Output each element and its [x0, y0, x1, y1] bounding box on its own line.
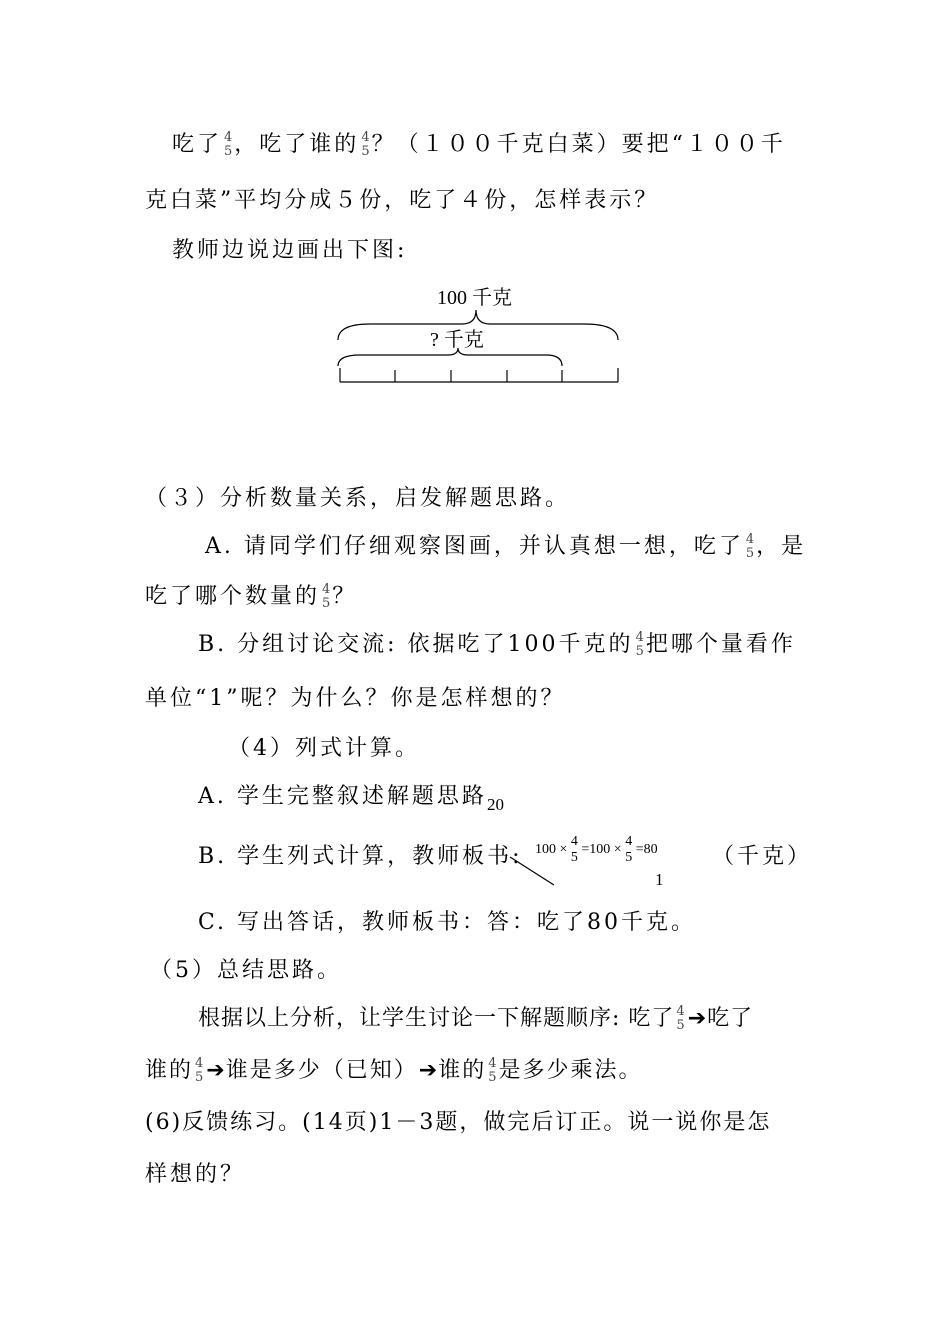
text: 吃了哪个数量的 — [145, 584, 321, 609]
fraction: 4 5 — [361, 130, 370, 159]
section-4-b-unit: （千克） — [712, 844, 813, 869]
cancel-bottom-number: 1 — [655, 870, 664, 889]
section-5-line-2 — [145, 1056, 643, 1086]
diagram-top-label: 100 千克 — [437, 287, 512, 309]
section-3-b-line-2: 单位“1”呢？为什么？你是怎样想的？ — [145, 686, 566, 711]
section-3-a-line-2 — [145, 582, 357, 612]
section-3-b-line-1 — [198, 630, 796, 660]
section-6-line-2: 样想的？ — [145, 1162, 246, 1187]
text: 谁是多少（已知） — [225, 1058, 418, 1083]
formula — [535, 834, 658, 866]
text: 吃了 — [172, 132, 223, 157]
text: 是多少乘法。 — [498, 1058, 643, 1083]
text: ？（１００千克白菜）要把“１００千 — [371, 132, 786, 157]
fraction: 4 5 — [625, 834, 633, 865]
formula-part: 100 × — [535, 842, 568, 858]
para-1-line-1 — [172, 130, 786, 160]
fraction: 4 5 — [570, 834, 578, 865]
formula-part: =80 — [635, 842, 658, 858]
text: 吃了 — [707, 1006, 754, 1031]
text: A. 请同学们仔细观察图画，并认真想一想，吃了 — [205, 534, 744, 559]
fraction: 4 5 — [195, 1056, 204, 1085]
text: ，是 — [756, 534, 807, 559]
section-5-line-1 — [198, 1004, 753, 1034]
section-4-c: C. 写出答话，教师板书：答：吃了80千克。 — [198, 910, 697, 935]
arrow-icon: ➔ — [206, 1058, 225, 1083]
text: 谁的 — [145, 1058, 194, 1083]
fraction: 4 5 — [224, 130, 233, 159]
fraction: 4 5 — [488, 1056, 497, 1085]
section-6-line-1: (6)反馈练习。(14页)1－3题，做完后订正。说一说你是怎 — [145, 1110, 772, 1135]
line-segment-diagram — [330, 280, 630, 390]
fraction: 4 5 — [676, 1004, 685, 1033]
section-5-title: （5）总结思路。 — [150, 958, 342, 983]
section-4-b: B. 学生列式计算，教师板书: — [198, 844, 523, 869]
section-3-title: （３）分析数量关系，启发解题思路。 — [145, 486, 571, 511]
text: 根据以上分析，让学生讨论一下解题顺序: 吃了 — [198, 1006, 675, 1031]
fraction: 4 5 — [635, 630, 644, 659]
arrow-icon: ➔ — [687, 1006, 707, 1031]
diagram-inner-label: ? 千克 — [430, 329, 484, 351]
formula-part: =100 × — [581, 842, 622, 858]
section-4-a: A. 学生完整叙述解题思路 — [198, 784, 487, 809]
fraction: 4 5 — [745, 532, 755, 561]
fraction: 4 5 — [322, 582, 331, 611]
section-4-title: （4）列式计算。 — [228, 736, 420, 761]
text: 把哪个量看作 — [645, 632, 796, 657]
arrow-icon: ➔ — [418, 1058, 438, 1083]
para-2: 教师边说边画出下图: — [172, 238, 408, 263]
section-3-a-line-1 — [205, 532, 806, 562]
cancel-top-number: 20 — [487, 795, 504, 814]
text: B. 分组讨论交流: 依据吃了100千克的 — [198, 632, 634, 657]
text: ？ — [332, 584, 358, 609]
text: ，吃了谁的 — [234, 132, 360, 157]
para-1-line-2: 克白菜”平均分成５份，吃了４份，怎样表示？ — [145, 188, 660, 213]
text: 谁的 — [438, 1058, 487, 1083]
